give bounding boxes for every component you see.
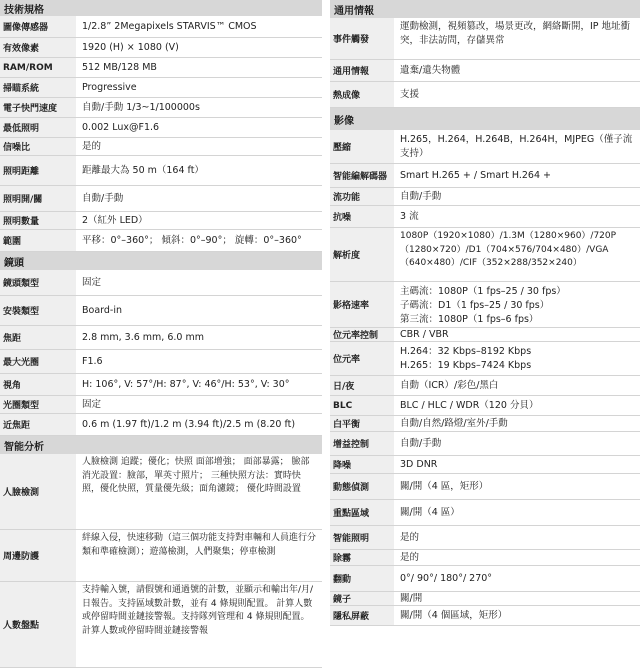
spec-value (394, 342, 640, 375)
spec-row (330, 282, 640, 328)
spec-value: 1/2.8” 2Megapixels STARVIS™ CMOS (82, 20, 257, 32)
spec-value: 2（紅外 LED） (82, 214, 148, 226)
section-header: 通用情報 (330, 0, 640, 18)
spec-row (0, 396, 322, 414)
spec-value: 自動/自然/路燈/室外/手動 (400, 417, 508, 429)
spec-row (0, 374, 322, 396)
spec-row (330, 130, 640, 164)
spec-row (0, 38, 322, 58)
spec-value: 是的 (400, 531, 420, 543)
spec-label: 鏡頭類型 (0, 270, 76, 295)
spec-value: 人臉檢測 追蹤；優化；快照 面部增強； 面部暴露； 臉部消光設置：臉部，單英寸照片； 三種快照方法：實時快照，優化快照，質量優先級；面角濾鏡； 優化時間設置 (82, 457, 310, 494)
spec-label: 人臉檢測 (0, 454, 76, 529)
spec-value-line: 第三流：1080P（1 fps–6 fps） (400, 313, 539, 325)
spec-label: 焦距 (0, 326, 76, 349)
section-header: 智能分析 (0, 436, 322, 454)
spec-label: 照明距離 (0, 156, 76, 185)
spec-label: 電子快門速度 (0, 98, 76, 117)
spec-row (330, 396, 640, 416)
spec-label: 人數盤點 (0, 582, 76, 667)
spec-label: 日/夜 (330, 376, 394, 395)
spec-row (330, 206, 640, 228)
spec-value: 自動/手動 (400, 190, 442, 202)
spec-label: 降噪 (330, 456, 394, 473)
spec-label: 掃瞄系統 (0, 78, 76, 97)
spec-label: 增益控制 (330, 432, 394, 455)
spec-label: 智能照明 (330, 526, 394, 549)
spec-value-line: 子碼流：D1（1 fps–25 / 30 fps） (400, 299, 550, 311)
spec-value: 運動檢測，視頻篡改，場景更改，網絡斷開，IP 地址衝突，非法訪問，存儲異常 (400, 21, 631, 46)
spec-label: 範圍 (0, 230, 76, 251)
spec-value: 關/開 (400, 592, 423, 604)
spec-value: 512 MB/128 MB (82, 61, 157, 73)
spec-value: 平移：0°–360°； 傾斜：0°–90°； 旋轉：0°–360° (82, 234, 302, 246)
spec-label: 翻動 (330, 566, 394, 591)
spec-value: 1080P（1920×1080）/1.3M（1280×960）/720P（1280×720）/D1（704×576/704×480）/VGA（640×480）/CIF（352×288/352×240） (400, 231, 617, 268)
spec-value: 1920 (H) × 1080 (V) (82, 41, 179, 53)
spec-row (0, 78, 322, 98)
spec-row (0, 16, 322, 38)
spec-row (330, 164, 640, 188)
spec-label: 鏡子 (330, 592, 394, 605)
spec-row (330, 60, 640, 82)
spec-label: 通用情報 (330, 60, 394, 81)
spec-row (0, 138, 322, 156)
spec-value: 3D DNR (400, 458, 438, 470)
spec-label: 近焦距 (0, 414, 76, 435)
spec-value: 關/開（4 個區域，矩形） (400, 609, 508, 621)
spec-label: 白平衡 (330, 416, 394, 431)
spec-value: 0°/ 90°/ 180°/ 270° (400, 572, 493, 584)
spec-row (330, 526, 640, 550)
spec-value: 支援 (400, 88, 420, 100)
spec-value: 距離最大為 50 m（164 ft） (82, 164, 204, 176)
spec-value: 自動/手動 1/3~1/100000s (82, 101, 200, 113)
spec-row (330, 188, 640, 206)
spec-value-line: H.264：32 Kbps–8192 Kbps (400, 345, 532, 357)
spec-value: 自動/手動 (400, 437, 442, 449)
section-header: 鏡頭 (0, 252, 322, 270)
spec-label: 信噪比 (0, 138, 76, 155)
spec-label: 解析度 (330, 228, 394, 281)
spec-label: 動態偵測 (330, 474, 394, 499)
spec-label: 光圈類型 (0, 396, 76, 413)
right-spec-column (330, 0, 640, 626)
spec-label: 影格速率 (330, 282, 394, 327)
spec-row (330, 474, 640, 500)
spec-label: RAM/ROM (0, 58, 76, 77)
spec-value: Board-in (82, 304, 123, 316)
spec-value: BLC / HLC / WDR（120 分貝） (400, 399, 539, 411)
spec-label: 照明數量 (0, 212, 76, 229)
spec-row (0, 186, 322, 212)
spec-value: 固定 (82, 398, 102, 410)
spec-row (0, 296, 322, 326)
spec-value: 0.6 m (1.97 ft)/1.2 m (3.94 ft)/2.5 m (8.20 ft) (82, 418, 296, 430)
spec-row (0, 350, 322, 374)
spec-value (394, 282, 640, 327)
spec-row (0, 58, 322, 78)
spec-label: 位元率控制 (330, 328, 394, 341)
spec-row (330, 592, 640, 606)
spec-label: 最大光圈 (0, 350, 76, 373)
spec-value: CBR / VBR (400, 328, 449, 340)
spec-label: 熱成像 (330, 82, 394, 107)
spec-value: 絆線入侵，快速移動（這三個功能支持對車輛和人員進行分類和準確檢測）；遊蕩檢測，人們聚集；停車檢測 (82, 533, 317, 557)
spec-row (330, 500, 640, 526)
spec-row (0, 156, 322, 186)
section-header: 技術規格 (0, 0, 322, 16)
spec-label: 抗噪 (330, 206, 394, 227)
spec-row (0, 118, 322, 138)
spec-label: 周邊防護 (0, 530, 76, 581)
spec-value: 是的 (400, 551, 420, 563)
spec-row (330, 376, 640, 396)
section-header: 影像 (330, 108, 640, 130)
spec-value: 3 流 (400, 210, 419, 222)
spec-row (330, 82, 640, 108)
spec-value: 0.002 Lux@F1.6 (82, 121, 160, 133)
spec-row (330, 566, 640, 592)
spec-row (0, 454, 322, 530)
spec-value: 自動/手動 (82, 192, 124, 204)
spec-row (330, 456, 640, 474)
spec-row (330, 328, 640, 342)
spec-value: 固定 (82, 276, 102, 288)
spec-value-line: 主碼流：1080P（1 fps–25 / 30 fps） (400, 285, 566, 297)
spec-row (330, 606, 640, 626)
spec-value: H: 106°, V: 57°/H: 87°, V: 46°/H: 53°, V: 30° (82, 378, 290, 390)
spec-value: 是的 (82, 140, 102, 152)
spec-label: 安裝類型 (0, 296, 76, 325)
spec-row (0, 530, 322, 582)
spec-value: 遺棄/遺失物體 (400, 64, 461, 76)
spec-row (0, 326, 322, 350)
spec-value: 關/開（4 區） (400, 506, 460, 518)
spec-label: 事件觸發 (330, 18, 394, 59)
spec-label: 重點區域 (330, 500, 394, 525)
spec-value-line: H.265：19 Kbps–7424 Kbps (400, 359, 532, 371)
spec-row (0, 582, 322, 668)
spec-row (0, 212, 322, 230)
spec-label: 圖像傳感器 (0, 16, 76, 37)
spec-label: 最低照明 (0, 118, 76, 137)
spec-label: 照明開/關 (0, 186, 76, 211)
spec-row (330, 18, 640, 60)
spec-value: 2.8 mm, 3.6 mm, 6.0 mm (82, 331, 204, 343)
spec-label: 壓縮 (330, 130, 394, 163)
spec-row (330, 228, 640, 282)
spec-row (0, 414, 322, 436)
spec-label: 除霧 (330, 550, 394, 565)
spec-row (0, 98, 322, 118)
spec-value: 支持輸入號，請假號和通過號的計數，並顯示和輸出年/月/日報告。支持區域數計數，並有 4 條規則配置。 計算人數或停留時間並鏈接警報。支持隊列管理和 4 條規則配置。 計算人數或停留時間並鏈接警報 (82, 585, 314, 636)
spec-row (330, 416, 640, 432)
spec-row (0, 270, 322, 296)
spec-value: 自動（ICR）/彩色/黑白 (400, 379, 499, 391)
spec-label: 智能編解碼器 (330, 164, 394, 187)
spec-label: 位元率 (330, 342, 394, 375)
spec-value: F1.6 (82, 355, 103, 367)
spec-label: BLC (330, 396, 394, 415)
spec-value: Smart H.265 + / Smart H.264 + (400, 169, 551, 181)
spec-label: 視角 (0, 374, 76, 395)
spec-value: Progressive (82, 81, 137, 93)
spec-row (330, 550, 640, 566)
spec-label: 流功能 (330, 188, 394, 205)
spec-value: H.265，H.264，H.264B，H.264H，MJPEG（僅子流支持） (400, 133, 633, 159)
spec-row (330, 432, 640, 456)
spec-label: 有效像素 (0, 38, 76, 57)
spec-row (330, 342, 640, 376)
spec-value: 關/開（4 區，矩形） (400, 480, 489, 492)
spec-label: 隱私屏蔽 (330, 606, 394, 625)
spec-row (0, 230, 322, 252)
